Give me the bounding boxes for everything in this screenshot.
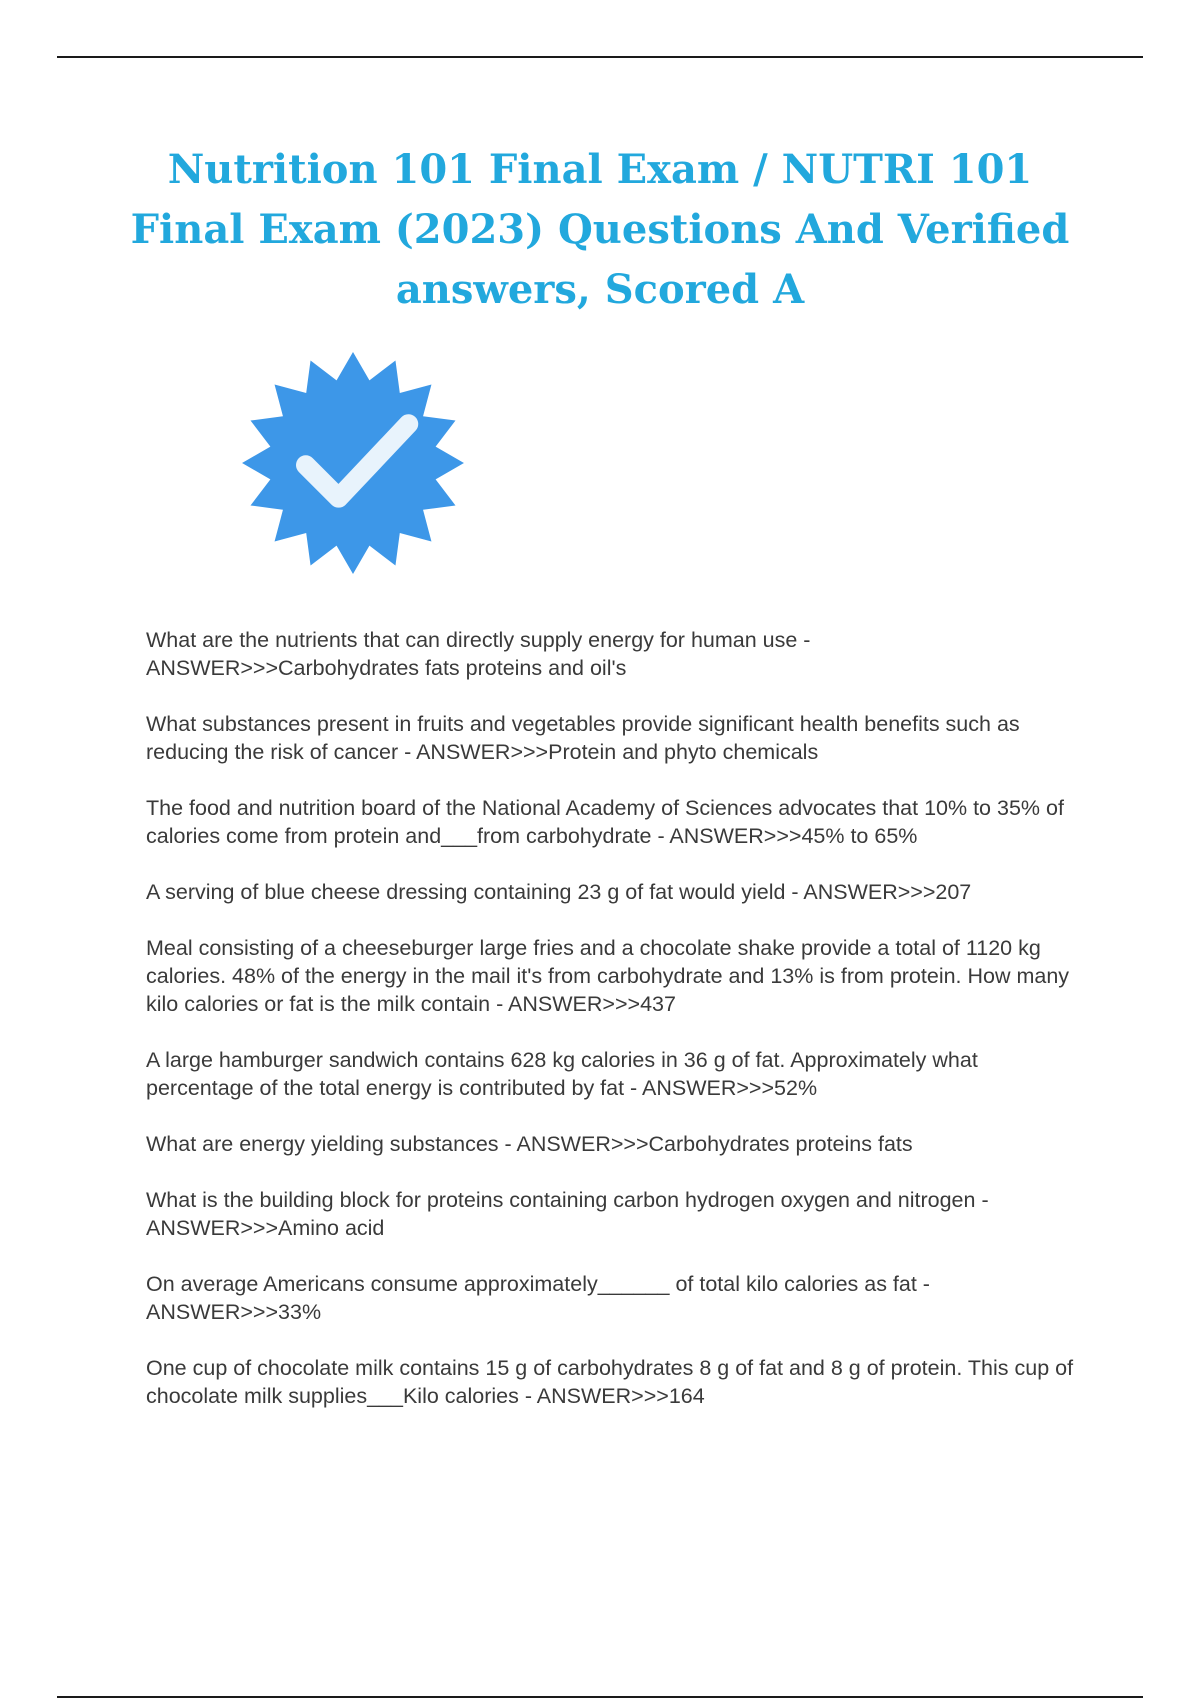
qa-item: What is the building block for proteins containing carbon hydrogen oxygen and nitrogen - ANSWER>>>Amino acid: [146, 1188, 989, 1240]
badge-star-shape: [242, 352, 464, 574]
qa-item: One cup of chocolate milk contains 15 g of carbohydrates 8 g of fat and 8 g of protein. This cup of chocolate milk supplies___Kilo calories - ANSWER>>>164: [146, 1356, 1074, 1408]
qa-item: On average Americans consume approximately______ of total kilo calories as fat - ANSWER>>>33%: [146, 1272, 930, 1324]
bottom-rule: [57, 1696, 1143, 1698]
qa-item: A large hamburger sandwich contains 628 kg calories in 36 g of fat. Approximately what percentage of the total energy is contributed by fat - ANSWER>>>52%: [146, 1048, 978, 1100]
qa-item: What are the nutrients that can directly supply energy for human use - ANSWER>>>Carbohydrates fats proteins and oil's: [146, 628, 811, 680]
qa-item: Meal consisting of a cheeseburger large fries and a chocolate shake provide a total of 1120 kg calories. 48% of the energy in the mail it's from carbohydrate and 13% is from protein. How many kilo calories or fat is the milk contain - ANSWER>>>437: [146, 936, 1070, 1016]
qa-item: What are energy yielding substances - ANSWER>>>Carbohydrates proteins fats: [146, 1132, 913, 1156]
top-rule: [57, 56, 1143, 58]
qa-item: A serving of blue cheese dressing containing 23 g of fat would yield - ANSWER>>>207: [146, 880, 972, 904]
qa-item: The food and nutrition board of the National Academy of Sciences advocates that 10% to 35% of calories come from protein and___from carbohydrate - ANSWER>>>45% to 65%: [146, 796, 1064, 848]
verified-badge-icon: [240, 350, 466, 576]
qa-item: What substances present in fruits and vegetables provide significant health benefits such as reducing the risk of cancer - ANSWER>>>Protein and phyto chemicals: [146, 712, 1020, 764]
document-title: Nutrition 101 Final Exam / NUTRI 101 Final Exam (2023) Questions And Verified answers, Scored A: [130, 146, 1070, 313]
qa-list: [146, 626, 1086, 1438]
